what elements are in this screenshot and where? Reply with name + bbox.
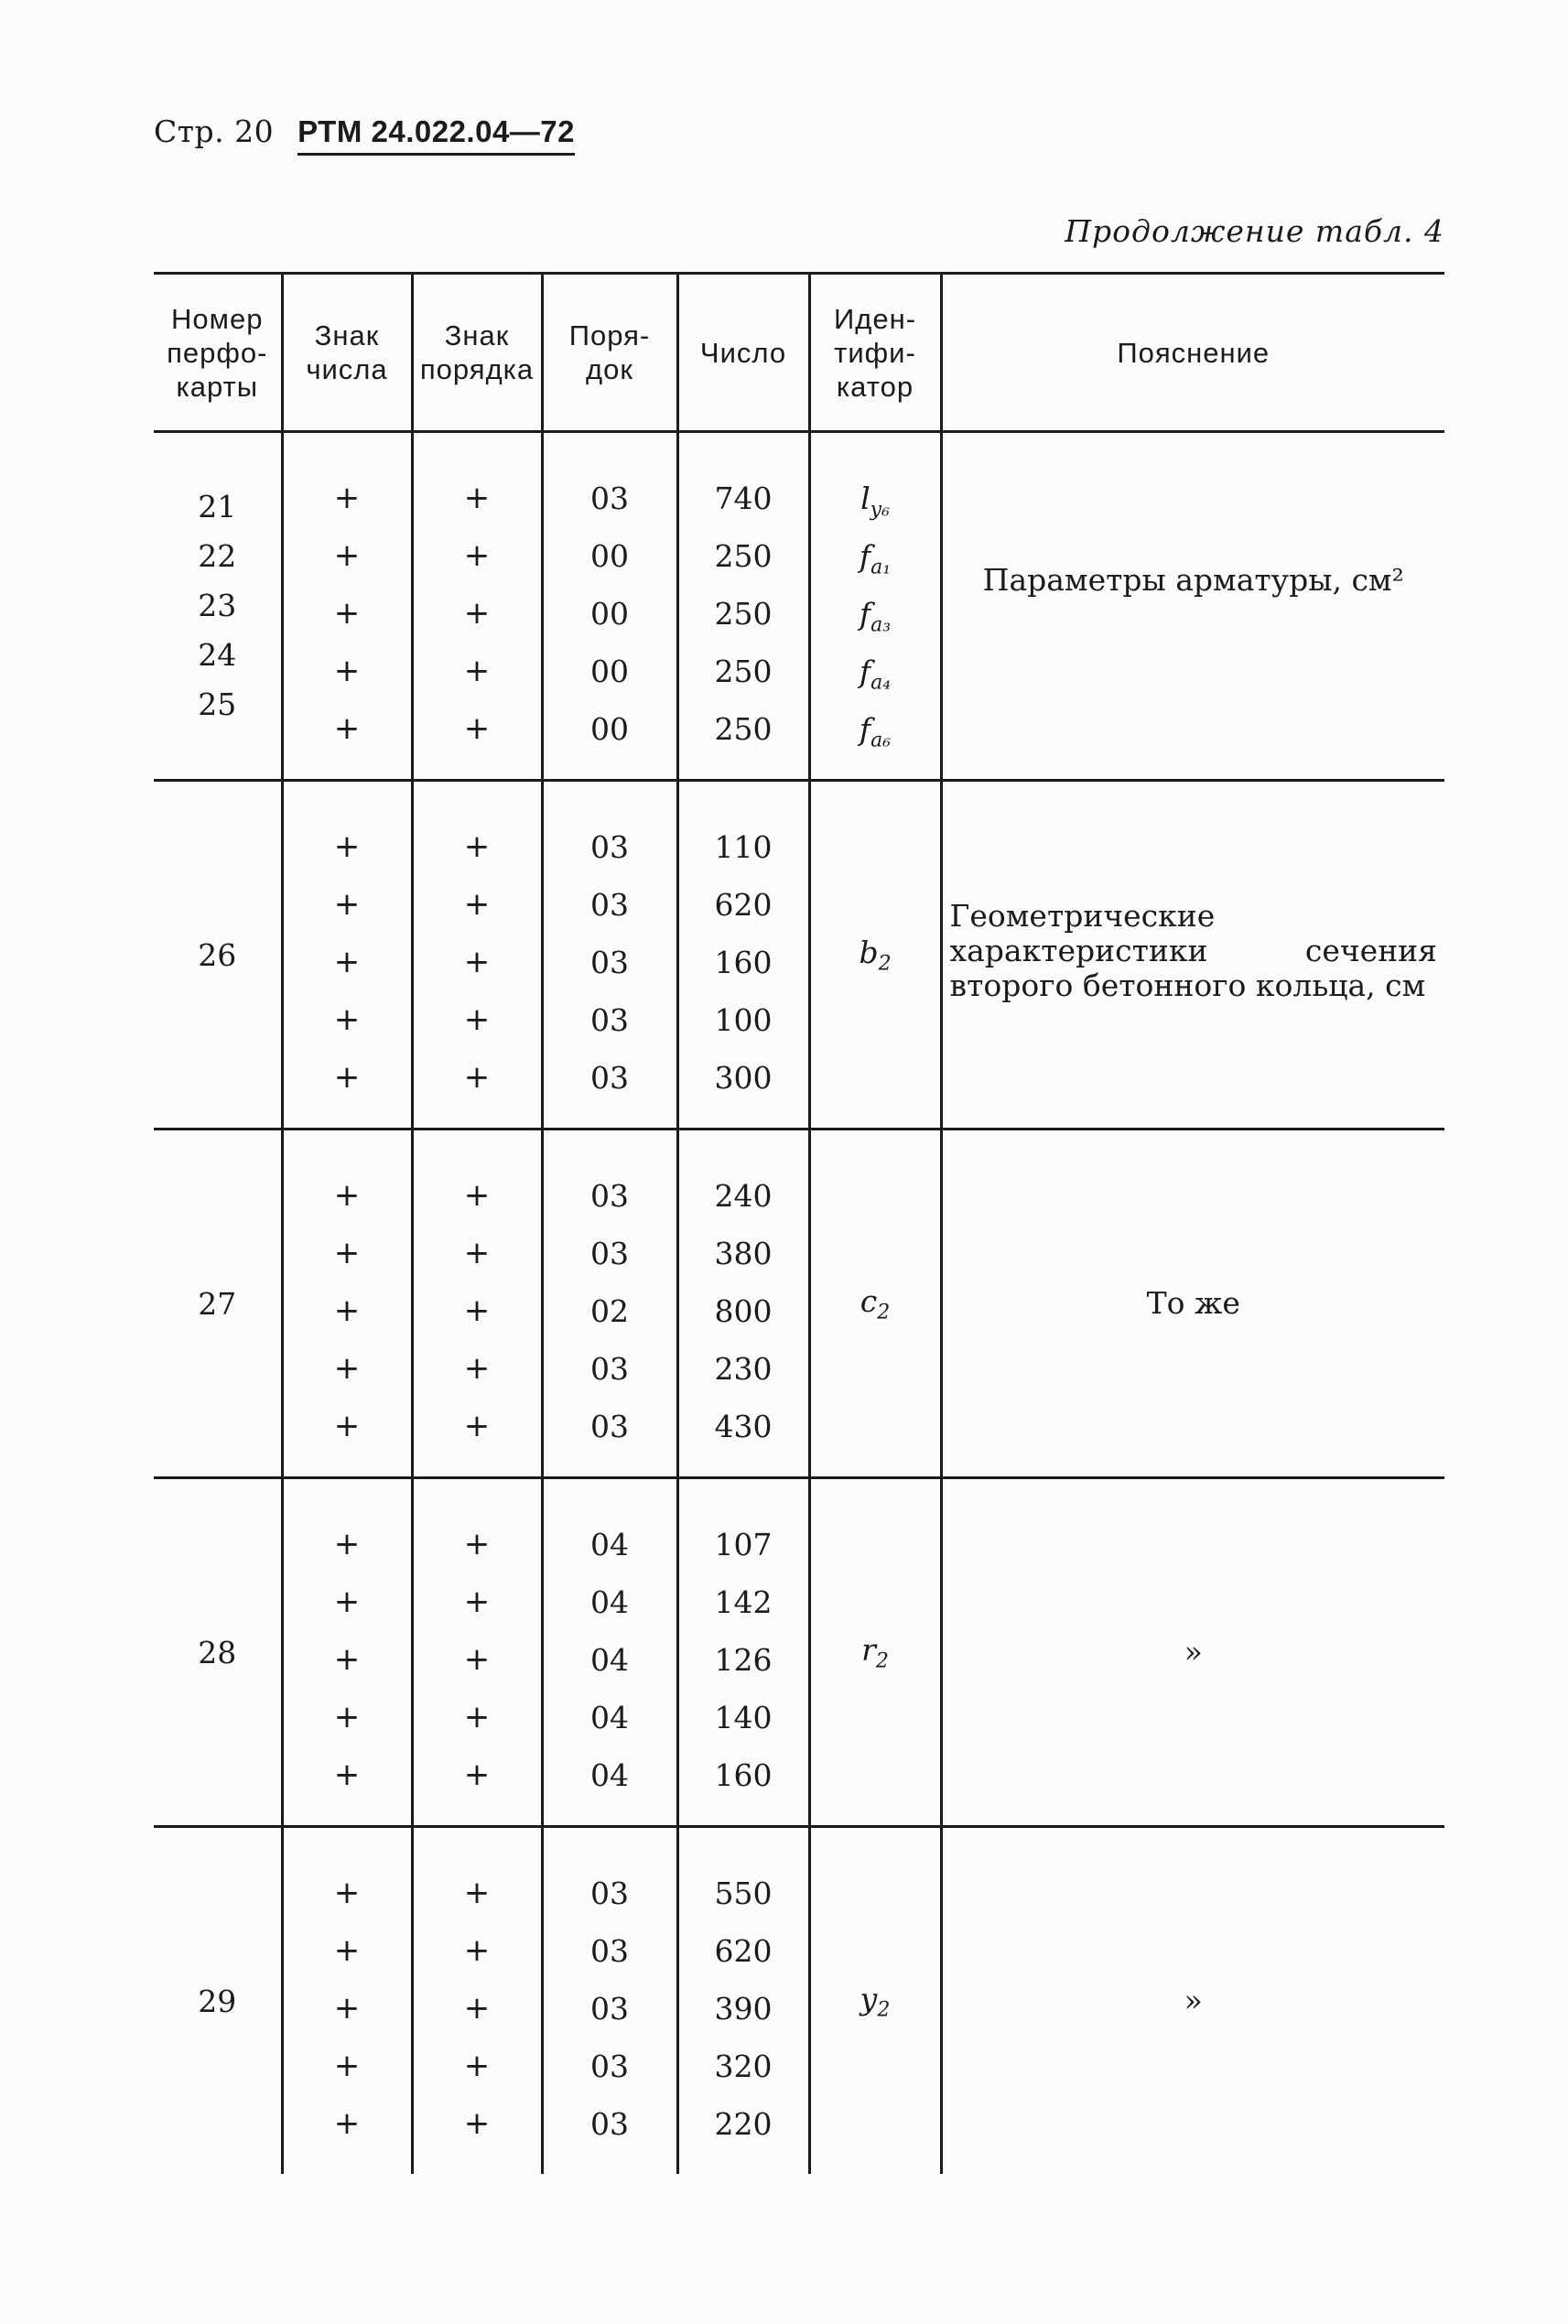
number-value: 380 xyxy=(714,1236,773,1271)
order-sign: + xyxy=(463,828,491,865)
number-value: 140 xyxy=(714,1700,773,1735)
order-sign: + xyxy=(463,1875,491,1911)
table-row-group xyxy=(154,1478,1444,1827)
number-value: 740 xyxy=(714,481,773,516)
order-value: 03 xyxy=(590,1060,629,1096)
page-number: Стр. 20 xyxy=(154,113,275,149)
explanation-text: То же xyxy=(941,1130,1444,1478)
identifier: $l_{y_6}$ xyxy=(860,481,890,522)
order-value: 03 xyxy=(590,887,629,923)
order-sign: + xyxy=(463,944,491,980)
number-value: 250 xyxy=(714,596,773,632)
order-value: 00 xyxy=(590,596,629,632)
explanation-cell xyxy=(941,781,1444,1130)
order-sign: + xyxy=(463,1526,491,1562)
explanation-cell xyxy=(941,432,1444,781)
order-value: 00 xyxy=(590,538,629,574)
order-sign-cell xyxy=(412,781,542,1130)
number-value: 320 xyxy=(714,2048,773,2084)
number-sign: + xyxy=(333,1641,361,1678)
col-header-order: Поря- док xyxy=(542,274,677,432)
order-sign-cell xyxy=(412,1130,542,1478)
order-value: 03 xyxy=(590,481,629,516)
number-sign: + xyxy=(333,1177,361,1214)
card-numbers xyxy=(154,432,282,781)
order-value: 04 xyxy=(590,1527,629,1562)
order-value: 03 xyxy=(590,1178,629,1214)
order-sign: + xyxy=(463,1990,491,2027)
order-value: 03 xyxy=(590,829,629,865)
number-cell xyxy=(677,432,809,781)
page-header xyxy=(154,113,575,156)
number-sign: + xyxy=(333,1292,361,1329)
card-number: 27 xyxy=(154,1130,282,1478)
card-number: 29 xyxy=(198,1983,237,2019)
number-sign: + xyxy=(333,1990,361,2027)
col-header-card: Номер перфо- карты xyxy=(154,274,282,432)
number-value: 126 xyxy=(714,1642,773,1678)
punch-card-table xyxy=(154,272,1444,2174)
col-header-number: Число xyxy=(677,274,809,432)
number-value: 250 xyxy=(714,654,773,689)
order-sign: + xyxy=(463,1235,491,1271)
number-sign: + xyxy=(333,1001,361,1038)
col-header-order-sign: Знак порядка xyxy=(412,274,542,432)
table-row-group xyxy=(154,781,1444,1130)
number-value: 160 xyxy=(714,945,773,980)
identifier: $f_{a_4}$ xyxy=(859,654,892,695)
number-sign: + xyxy=(333,537,361,574)
identifier-cell xyxy=(809,432,941,781)
order-sign: + xyxy=(463,1292,491,1329)
number-sign: + xyxy=(333,828,361,865)
number-value: 430 xyxy=(714,1409,773,1444)
order-sign: + xyxy=(463,710,491,747)
order-cell xyxy=(542,1130,677,1478)
order-sign: + xyxy=(463,653,491,689)
col-header-sign: Знак числа xyxy=(282,274,412,432)
number-sign: + xyxy=(333,1408,361,1444)
number-value: 160 xyxy=(714,1757,773,1793)
table-row-group xyxy=(154,1827,1444,2175)
identifier: $y_2$ xyxy=(809,1827,941,2175)
number-value: 620 xyxy=(714,887,773,923)
order-sign: + xyxy=(463,1059,491,1096)
table-header-row xyxy=(154,274,1444,432)
number-value: 240 xyxy=(714,1178,773,1214)
order-value: 03 xyxy=(590,1351,629,1387)
order-sign: + xyxy=(463,1177,491,1214)
identifier: $f_{a_6}$ xyxy=(859,711,892,752)
order-sign: + xyxy=(463,2048,491,2084)
order-value: 04 xyxy=(590,1700,629,1735)
order-value: 03 xyxy=(590,945,629,980)
order-sign: + xyxy=(463,1584,491,1620)
order-value: 03 xyxy=(590,1933,629,1969)
number-sign: + xyxy=(333,2048,361,2084)
sign-cell xyxy=(282,781,412,1130)
identifier: $r_2$ xyxy=(809,1478,941,1827)
order-sign: + xyxy=(463,595,491,632)
order-sign-cell xyxy=(412,1478,542,1827)
number-value: 390 xyxy=(714,1991,773,2027)
order-value: 04 xyxy=(590,1757,629,1793)
ditto-mark: » xyxy=(941,1827,1444,2175)
number-sign: + xyxy=(333,480,361,516)
card-number: 21 xyxy=(198,489,237,524)
number-sign: + xyxy=(333,1699,361,1735)
order-sign: + xyxy=(463,1408,491,1444)
table-row-group xyxy=(154,432,1444,781)
number-sign: + xyxy=(333,1875,361,1911)
order-cell xyxy=(542,1478,677,1827)
identifier: $f_{a_3}$ xyxy=(859,596,892,637)
number-cell xyxy=(677,1478,809,1827)
identifier: $c_2$ xyxy=(809,1130,941,1478)
document-code: РТМ 24.022.04—72 xyxy=(297,114,575,156)
card-number: 28 xyxy=(154,1478,282,1827)
card-number: 25 xyxy=(198,686,237,722)
col-header-explanation: Пояснение xyxy=(941,274,1444,432)
number-sign: + xyxy=(333,1235,361,1271)
number-value: 800 xyxy=(714,1293,773,1329)
explanation-text: Геометрические характеристики сечения второго бетонного кольца, см xyxy=(949,898,1437,1003)
number-sign: + xyxy=(333,1932,361,1969)
order-sign: + xyxy=(463,2105,491,2142)
order-sign: + xyxy=(463,1757,491,1793)
number-value: 230 xyxy=(714,1351,773,1387)
number-cell xyxy=(677,781,809,1130)
order-sign: + xyxy=(463,1699,491,1735)
order-value: 03 xyxy=(590,1991,629,2027)
number-sign: + xyxy=(333,1350,361,1387)
number-value: 250 xyxy=(714,538,773,574)
number-value: 107 xyxy=(714,1527,773,1562)
number-value: 142 xyxy=(714,1584,773,1620)
number-sign: + xyxy=(333,1584,361,1620)
number-value: 220 xyxy=(714,2106,773,2142)
number-sign: + xyxy=(333,653,361,689)
order-value: 03 xyxy=(590,2106,629,2142)
order-value: 03 xyxy=(590,1875,629,1911)
number-value: 100 xyxy=(714,1002,773,1038)
ditto-mark: » xyxy=(941,1478,1444,1827)
order-sign: + xyxy=(463,1932,491,1969)
sign-cell xyxy=(282,1130,412,1478)
order-value: 03 xyxy=(590,1409,629,1444)
number-sign: + xyxy=(333,886,361,923)
number-value: 110 xyxy=(714,829,773,865)
number-value: 300 xyxy=(714,1060,773,1096)
number-sign: + xyxy=(333,1757,361,1793)
order-value: 03 xyxy=(590,1002,629,1038)
card-number: 24 xyxy=(198,637,237,673)
number-value: 250 xyxy=(714,711,773,747)
order-sign-cell xyxy=(412,1827,542,2175)
number-value: 620 xyxy=(714,1933,773,1969)
number-sign: + xyxy=(333,1059,361,1096)
sign-cell xyxy=(282,432,412,781)
order-value: 04 xyxy=(590,1642,629,1678)
sign-cell xyxy=(282,1478,412,1827)
identifier: $b_2$ xyxy=(809,781,941,1130)
table-continuation-caption: Продолжение табл. 4 xyxy=(1065,213,1444,249)
number-cell xyxy=(677,1827,809,2175)
order-sign: + xyxy=(463,1350,491,1387)
order-value: 00 xyxy=(590,711,629,747)
number-sign: + xyxy=(333,1526,361,1562)
order-sign: + xyxy=(463,1001,491,1038)
number-sign: + xyxy=(333,595,361,632)
order-sign-cell xyxy=(412,432,542,781)
order-value: 04 xyxy=(590,1584,629,1620)
order-value: 02 xyxy=(590,1293,629,1329)
order-cell xyxy=(542,432,677,781)
order-cell xyxy=(542,1827,677,2175)
card-number: 26 xyxy=(154,781,282,1130)
explanation-text: Параметры арматуры, см² xyxy=(982,562,1404,598)
identifier: $f_{a_1}$ xyxy=(859,538,892,579)
number-value: 550 xyxy=(714,1875,773,1911)
number-sign: + xyxy=(333,710,361,747)
order-value: 00 xyxy=(590,654,629,689)
table-row-group xyxy=(154,1130,1444,1478)
col-header-ident: Иден- тифи- катор xyxy=(809,274,941,432)
order-sign: + xyxy=(463,480,491,516)
order-cell xyxy=(542,781,677,1130)
sign-cell xyxy=(282,1827,412,2175)
order-sign: + xyxy=(463,1641,491,1678)
number-sign: + xyxy=(333,2105,361,2142)
number-cell xyxy=(677,1130,809,1478)
card-number: 23 xyxy=(198,588,237,623)
order-value: 03 xyxy=(590,2048,629,2084)
number-sign: + xyxy=(333,944,361,980)
order-sign: + xyxy=(463,886,491,923)
order-value: 03 xyxy=(590,1236,629,1271)
card-number: 22 xyxy=(198,538,237,574)
order-sign: + xyxy=(463,537,491,574)
